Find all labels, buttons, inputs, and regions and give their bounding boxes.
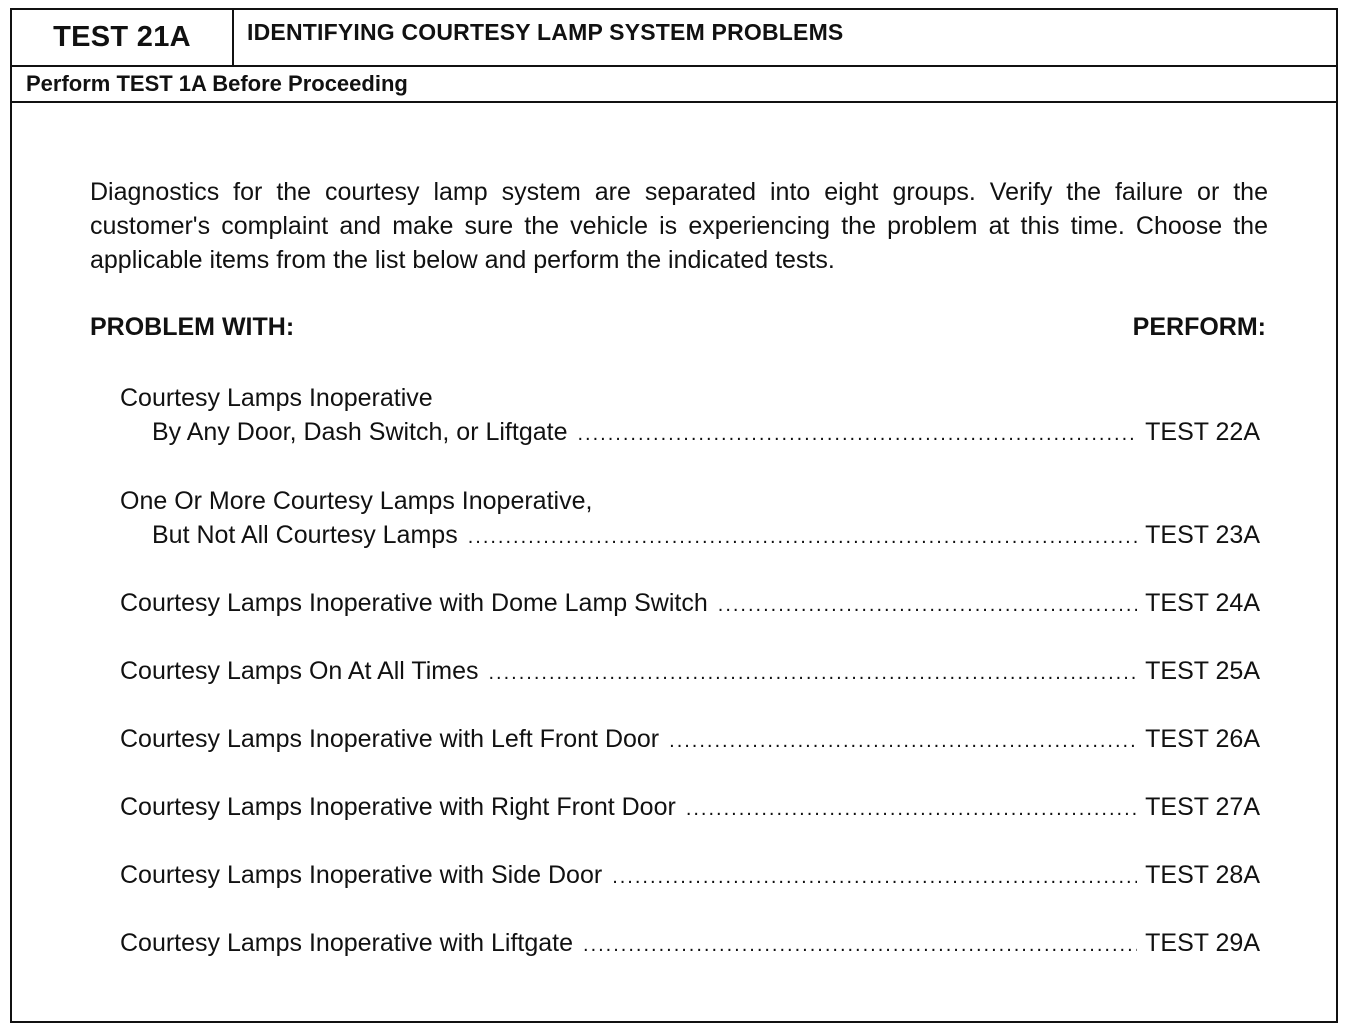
- test-reference: TEST 22A: [1145, 418, 1260, 446]
- problem-text: Courtesy Lamps Inoperative with Side Door: [120, 861, 603, 889]
- problem-text: But Not All Courtesy Lamps: [152, 521, 458, 549]
- problem-item: [120, 926, 1260, 960]
- problem-text: Courtesy Lamps Inoperative with Right Front Door: [120, 793, 676, 821]
- problem-text: Courtesy Lamps Inoperative with Dome Lamp Switch: [120, 589, 708, 617]
- problem-text: Courtesy Lamps Inoperative with Left Front Door: [120, 725, 660, 753]
- problem-item: [120, 484, 1260, 552]
- problem-text: Courtesy Lamps Inoperative with Liftgate: [120, 929, 574, 957]
- problem-item: [120, 586, 1260, 620]
- dot-leader: [718, 588, 1137, 622]
- problem-item: [120, 858, 1260, 892]
- test-id: TEST 21A: [12, 10, 234, 65]
- problem-item: [120, 790, 1260, 824]
- prerequisite-note: Perform TEST 1A Before Proceeding: [26, 71, 408, 96]
- problem-line: [120, 722, 1260, 756]
- test-reference: TEST 23A: [1145, 521, 1260, 549]
- title-row: [12, 10, 1336, 67]
- problem-line: [120, 415, 1260, 449]
- problem-line: [120, 654, 1260, 688]
- problem-text-line1: Courtesy Lamps Inoperative: [120, 384, 433, 412]
- dot-leader: [468, 520, 1137, 554]
- problem-item: [120, 654, 1260, 688]
- test-title: IDENTIFYING COURTESY LAMP SYSTEM PROBLEMS: [247, 19, 844, 45]
- dot-leader: [612, 860, 1137, 894]
- dot-leader: [488, 656, 1137, 690]
- problem-item: [120, 381, 1260, 449]
- test-reference: TEST 24A: [1145, 589, 1260, 617]
- problem-line: [120, 858, 1260, 892]
- problem-line: [120, 586, 1260, 620]
- test-reference: TEST 27A: [1145, 793, 1260, 821]
- test-reference: TEST 25A: [1145, 657, 1260, 685]
- test-reference: TEST 28A: [1145, 861, 1260, 889]
- problem-line: [120, 518, 1260, 552]
- problem-text: Courtesy Lamps On At All Times: [120, 657, 479, 685]
- problem-line: [120, 790, 1260, 824]
- test-reference: TEST 26A: [1145, 725, 1260, 753]
- intro-paragraph: Diagnostics for the courtesy lamp system are separated into eight groups. Verify the failure or the customer's complaint and make sure the vehicle is experiencing the problem at this time. Choose the applicable items from the list below and perform the indicated tests.: [90, 178, 1268, 274]
- problem-text: By Any Door, Dash Switch, or Liftgate: [152, 418, 568, 446]
- test-reference: TEST 29A: [1145, 929, 1260, 957]
- problem-text-line1: One Or More Courtesy Lamps Inoperative,: [120, 487, 593, 515]
- problem-column-header: PROBLEM WITH:: [90, 313, 295, 341]
- dot-leader: [686, 792, 1137, 826]
- perform-column-header: PERFORM:: [1132, 313, 1266, 341]
- dot-leader: [577, 417, 1137, 451]
- dot-leader: [583, 928, 1137, 962]
- test-procedure-box: [10, 8, 1338, 1023]
- problem-line: [120, 926, 1260, 960]
- prerequisite-row: [12, 67, 1336, 103]
- dot-leader: [669, 724, 1137, 758]
- problem-item: [120, 722, 1260, 756]
